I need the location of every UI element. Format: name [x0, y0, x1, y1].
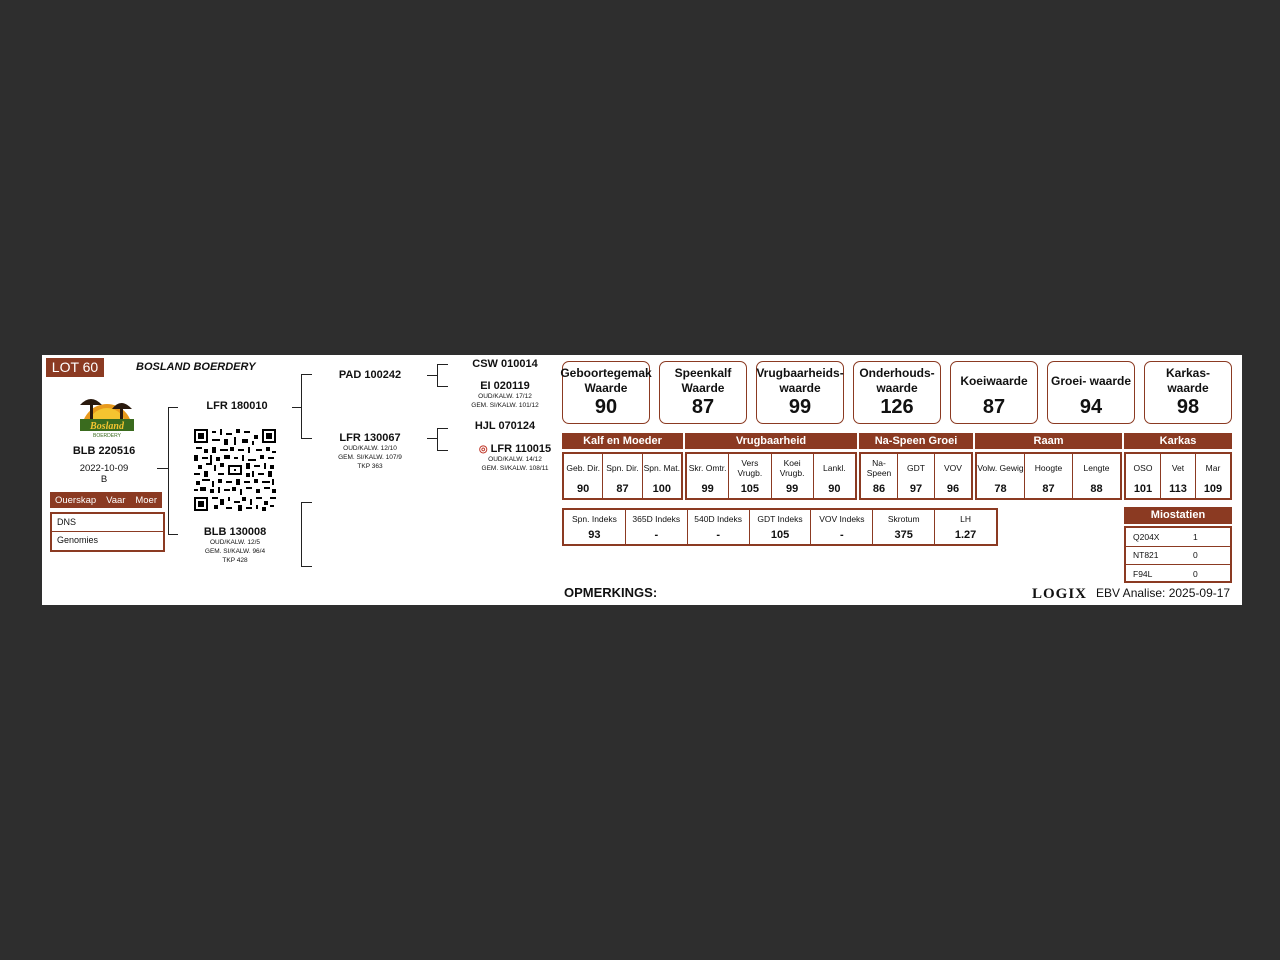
grid-vrugbaarheid: [685, 452, 857, 500]
ebv-cell-label: Vet: [1171, 463, 1185, 473]
ebv-cell-value: 87: [616, 483, 629, 495]
ebv-cell-label: VOV Indeks: [819, 514, 865, 524]
ebv-card: [756, 361, 844, 424]
ebv-cell-value: 113: [1169, 483, 1187, 495]
ebv-cell-value: 375: [894, 529, 913, 541]
moer-label: Moer: [135, 494, 158, 506]
ebv-card-value: 98: [1176, 396, 1200, 418]
ebv-card-value: 87: [691, 396, 715, 418]
ss-dam-line2: GEM. SI/KALW. 101/12: [471, 402, 539, 409]
ebv-cell: [1025, 454, 1073, 498]
ebv-cell-label: GDT Indeks: [757, 514, 803, 524]
ebv-cell-value: 105: [740, 483, 760, 495]
ebv-cell-label: Na- Speen: [866, 458, 892, 478]
ebv-cell: [1161, 454, 1196, 498]
dam-id: BLB 130008: [203, 526, 267, 538]
ebv-card: [1144, 361, 1232, 424]
miostatien-value: 0: [1193, 568, 1198, 579]
ebv-cell-value: 1.27: [954, 529, 977, 541]
svg-text:Bosland: Bosland: [90, 421, 124, 432]
sire-dam-block: [325, 432, 415, 471]
ownership-bar: [50, 492, 162, 508]
miostatien-key: NT821: [1133, 550, 1159, 561]
ebv-cell-label: OSO: [1133, 463, 1153, 473]
ebv-cell: [814, 454, 855, 498]
header-na-speen-groei: Na-Speen Groei: [859, 433, 973, 449]
animal-id: BLB 220516: [72, 445, 136, 457]
sd-dam-id: ◎ LFR 110015: [478, 443, 552, 455]
ebv-cell-label: Volw. Gewig: [977, 463, 1024, 473]
ebv-cell-label: Vers Vrugb.: [737, 458, 763, 478]
grid-kalf-en-moeder: [562, 452, 683, 500]
sd-dam-block: [470, 443, 560, 473]
header-karkas: Karkas: [1124, 433, 1232, 449]
ebv-cell-value: 100: [652, 483, 671, 495]
header-raam: Raam: [975, 433, 1122, 449]
ebv-cell: [564, 510, 626, 544]
dns-box: [50, 512, 165, 552]
ebv-cell-label: Koei Vrugb.: [779, 458, 805, 478]
ebv-cell-label: Lengte: [1083, 463, 1110, 473]
ebv-cell: [898, 454, 935, 498]
ebv-cell-value: 101: [1133, 483, 1153, 495]
grid-raam: [975, 452, 1122, 500]
ebv-cell: [1073, 454, 1120, 498]
header-kalf-en-moeder: Kalf en Moeder: [562, 433, 683, 449]
lot-badge: LOT 60: [46, 358, 104, 377]
ss-dam-line1: OUD/KALW. 17/12: [478, 393, 532, 400]
miostatien-row: [1126, 565, 1230, 583]
ss-sire-id: CSW 010014: [472, 358, 538, 370]
miostatien-key: F94L: [1133, 568, 1153, 579]
dns-label: DNS: [52, 514, 163, 532]
logix-logo: LOGIX: [1032, 586, 1088, 602]
ebv-cell-value: 87: [1042, 483, 1055, 495]
ebv-cell-label: Mar: [1205, 463, 1221, 473]
dam-line2: GEM. SI/KALW. 96/4: [204, 548, 266, 555]
sire-dam-line3: TKP 363: [357, 463, 383, 470]
farm-logo: [76, 389, 138, 439]
ebv-cell-label: 365D Indeks: [632, 514, 681, 524]
target-icon: ◎: [478, 444, 488, 455]
ebv-cell-label: Spn. Mat.: [643, 463, 681, 473]
ebv-cell-label: Spn. Indeks: [571, 514, 617, 524]
ebv-cell-value: 99: [701, 483, 714, 495]
ebv-cell-label: LH: [960, 514, 972, 524]
ebv-cell-value: 78: [994, 483, 1007, 495]
ebv-cell: [750, 510, 812, 544]
miostatien-value: 0: [1193, 550, 1198, 561]
ebv-cell-value: 90: [828, 483, 841, 495]
ebv-card-label: Geboortegemak Waarde: [560, 366, 652, 395]
sd-sire-id: HJL 070124: [474, 420, 536, 432]
opmerkings-label: OPMERKINGS:: [564, 585, 658, 600]
ebv-card-label: Vrugbaarheids- waarde: [756, 366, 844, 395]
ebv-cell-value: 99: [786, 483, 799, 495]
ouerskap-label: Ouerskap: [54, 494, 97, 506]
sire-id: LFR 180010: [206, 400, 268, 412]
grid-karkas: [1124, 452, 1232, 500]
header-vrugbaarheid: Vrugbaarheid: [685, 433, 857, 449]
miostatien-row: [1126, 547, 1230, 566]
genomies-label: Genomies: [57, 535, 99, 545]
miostatien-value: 1: [1193, 531, 1198, 542]
ebv-cell-label: Lankl.: [823, 463, 846, 473]
ebv-cell: [687, 454, 729, 498]
ebv-card-label: Speenkalf Waarde: [674, 366, 732, 395]
ebv-card-label: Koeiwaarde: [960, 373, 1028, 388]
ebv-cell-label: Spn. Dir.: [606, 463, 639, 473]
ebv-card: [1047, 361, 1135, 424]
ebv-cell: [811, 510, 873, 544]
ebv-card-value: 87: [982, 396, 1006, 418]
ebv-cell-value: 109: [1203, 483, 1223, 495]
animal-date: 2022-10-09: [79, 463, 129, 474]
ebv-cell: [935, 454, 971, 498]
ebv-cell-value: 90: [577, 483, 590, 495]
animal-code: B: [100, 474, 108, 485]
ebv-cell-label: Hoogte: [1034, 463, 1063, 473]
sire-dam-line1: OUD/KALW. 12/10: [343, 445, 397, 452]
ebv-cell-value: 86: [872, 483, 886, 495]
dam-line3: TKP 428: [222, 557, 248, 564]
ss-dam-id: EI 020119: [480, 380, 530, 392]
ebv-card-value: 94: [1079, 396, 1103, 418]
sd-dam-line2: GEM. SI/KALW. 108/11: [481, 465, 549, 472]
qr-code[interactable]: [194, 429, 276, 511]
ebv-analysis-date: EBV Analise: 2025-09-17: [1096, 586, 1231, 600]
ebv-cell-value: 105: [770, 529, 790, 541]
ebv-card-label: Groei- waarde: [1050, 373, 1132, 388]
ebv-cell-value: 97: [909, 483, 923, 495]
miostatien-title: Miostatien: [1124, 507, 1232, 524]
dam-block: [190, 526, 280, 565]
ebv-cell: [772, 454, 814, 498]
sire-dam-line2: GEM. SI/KALW. 107/9: [338, 454, 402, 461]
ebv-card-value: 90: [594, 396, 618, 418]
ss-dam-block: [460, 380, 550, 410]
ebv-cell: [688, 510, 750, 544]
ebv-card-label: Onderhouds- waarde: [859, 366, 935, 395]
ebv-cell-value: 88: [1090, 483, 1103, 495]
ebv-cell: [861, 454, 898, 498]
ebv-cell-label: Geb. Dir.: [566, 463, 600, 473]
ebv-cell: [564, 454, 603, 498]
ebv-card-label: Karkas- waarde: [1165, 366, 1211, 395]
ebv-cell: [643, 454, 681, 498]
sd-dam-line1: OUD/KALW. 14/12: [488, 456, 542, 463]
ebv-card: [853, 361, 941, 424]
vaar-label: Vaar: [106, 494, 126, 506]
ebv-cell-label: VOV: [944, 463, 962, 473]
ebv-card-value: 99: [788, 396, 812, 418]
grid-na-speen-groei: [859, 452, 973, 500]
sire-sire-id: PAD 100242: [338, 369, 402, 381]
dam-line1: OUD/KALW. 12/5: [209, 539, 261, 546]
ebv-card: [562, 361, 650, 424]
ebv-card: [950, 361, 1038, 424]
ebv-cell: [935, 510, 996, 544]
farm-name: BOSLAND BOERDERY: [136, 361, 256, 373]
ebv-cell-label: Skr. Omtr.: [688, 463, 727, 473]
ebv-cell-value: -: [840, 529, 844, 541]
ebv-cell: [977, 454, 1025, 498]
ebv-card: [659, 361, 747, 424]
svg-text:BOERDERY: BOERDERY: [93, 433, 121, 439]
ebv-cell-label: 540D Indeks: [694, 514, 743, 524]
ebv-cell-label: GDT: [907, 463, 925, 473]
ebv-cell-value: 93: [588, 529, 601, 541]
lot-card: [42, 355, 1242, 605]
miostatien-row: [1126, 528, 1230, 547]
ebv-cell: [1196, 454, 1230, 498]
miostatien-panel: [1124, 507, 1232, 583]
ebv-cell: [1126, 454, 1161, 498]
miostatien-key: Q204X: [1133, 531, 1160, 542]
ebv-cell-value: -: [654, 529, 659, 541]
ebv-cell: [626, 510, 688, 544]
ebv-cell-label: Skrotum: [887, 514, 920, 524]
ebv-card-value: 126: [880, 396, 914, 418]
ebv-cell: [873, 510, 935, 544]
ebv-cell-value: 96: [946, 483, 960, 495]
sire-dam-id: LFR 130067: [339, 432, 401, 444]
ebv-cell: [729, 454, 771, 498]
ebv-cell: [603, 454, 642, 498]
ebv-cell-value: -: [716, 529, 720, 541]
grid-indekse: [562, 508, 998, 546]
